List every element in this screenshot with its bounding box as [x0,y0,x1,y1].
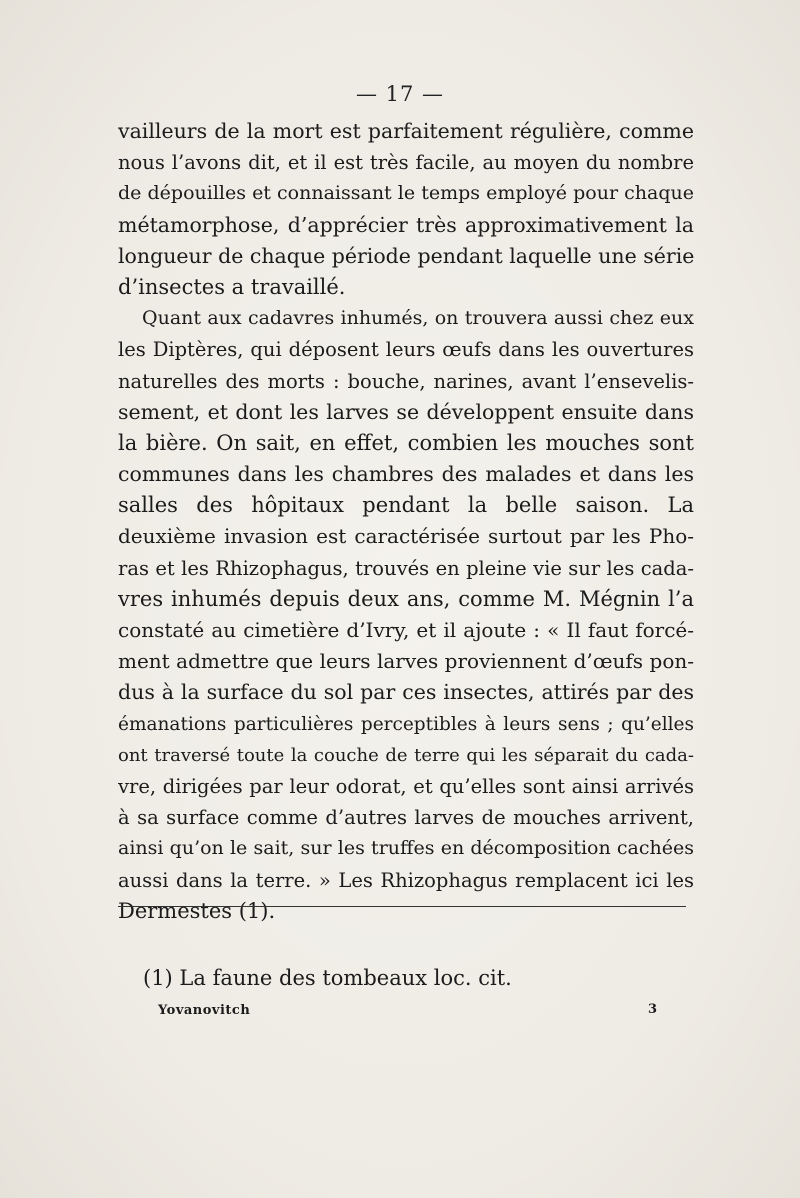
text-line: longueur de chaque période pendant laquelle une série [118,243,694,268]
footnote-divider [118,906,686,907]
text-line: aussi dans la terre. » Les Rhizophagus remplacent ici les [118,868,694,892]
text-line: constaté au cimetière d’Ivry, et il ajoute : « Il faut forcé- [118,618,694,642]
text-line: sement, et dont les larves se développent ensuite dans [118,399,694,424]
text-line: deuxième invasion est caractérisée surtout par les Pho- [118,524,694,549]
text-line: vre, dirigées par leur odorat, et qu’elles sont ainsi arrivés [118,774,694,798]
text-line: salles des hôpitaux pendant la belle saison. La [118,493,694,518]
text-line: nous l’avons dit, et il est très facile, au moyen du nombre [118,151,694,175]
text-line: vres inhumés depuis deux ans, comme M. Mégnin l’a [118,586,694,611]
sheet-number: 3 [648,1002,658,1017]
footnote: (1) La faune des tombeaux loc. cit. [143,966,512,990]
text-line: dus à la surface du sol par ces insectes, attirés par des [118,680,694,705]
text-line: ment admettre que leurs larves proviennent d’œufs pon- [118,649,694,674]
printer-signature: Yovanovitch [158,1003,251,1018]
text-line: Quant aux cadavres inhumés, on trouvera aussi chez eux [142,307,694,330]
text-line: émanations particulières perceptibles à leurs sens ; qu’elles [118,713,694,735]
text-line: communes dans les chambres des malades et dans les [118,462,694,487]
text-line: métamorphose, d’apprécier très approximativement la [118,212,694,237]
page-number: — 17 — [355,82,445,106]
text-line: de dépouilles et connaissant le temps employé pour chaque [118,182,694,205]
text-line: les Diptères, qui déposent leurs œufs dans les ouvertures [118,338,694,362]
text-line: d’insectes a travaillé. [118,274,346,299]
text-line: ras et les Rhizophagus, trouvés en pleine vie sur les cada- [118,556,694,580]
text-line: Dermestes (1). [118,898,276,923]
text-line: à sa surface comme d’autres larves de mouches arrivent, [118,806,694,830]
text-line: ont traversé toute la couche de terre qui les séparait du cada- [118,744,694,766]
body-text [118,116,694,927]
text-line: la bière. On sait, en effet, combien les mouches sont [118,430,694,455]
text-line: vailleurs de la mort est parfaitement régulière, comme [118,119,694,143]
text-line: naturelles des morts : bouche, narines, avant l’ensevelis- [118,369,694,393]
text-line: ainsi qu’on le sait, sur les truffes en décomposition cachées [118,837,694,860]
